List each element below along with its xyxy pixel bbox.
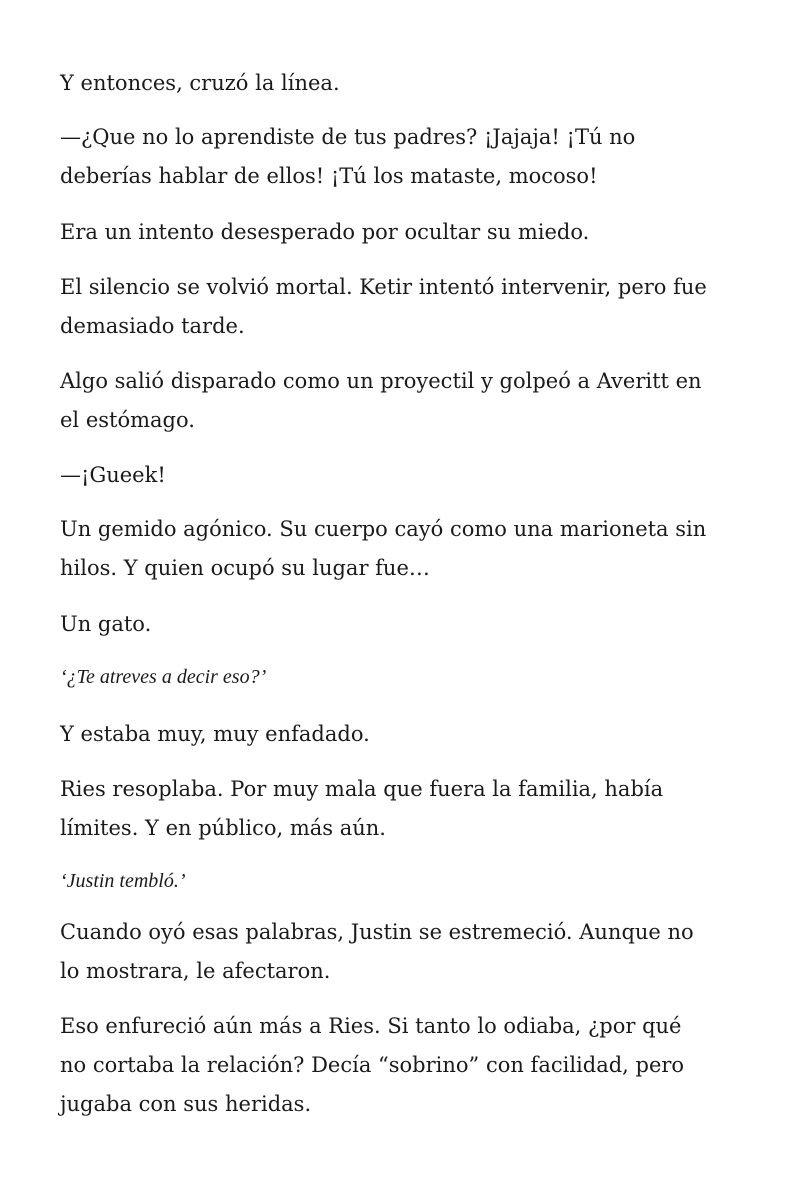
text-line: jugaba con sus heridas. [60,1092,312,1116]
paragraph [60,510,750,588]
text-line: el estómago. [60,408,195,432]
text-line: Eso enfureció aún más a Ries. Si tanto lo odiaba, ¿por qué [60,1014,682,1038]
paragraph [60,770,750,848]
paragraph [60,605,750,644]
paragraph [60,456,750,495]
paragraph [60,213,750,252]
text-line: Algo salió disparado como un proyectil y golpeó a Averitt en [60,369,702,393]
paragraph [60,362,750,440]
paragraph [60,268,750,346]
text-line: Un gemido agónico. Su cuerpo cayó como una marioneta sin [60,517,707,541]
text-line: deberías hablar de ellos! ¡Tú los mataste, mocoso! [60,164,598,188]
italic-thought: ‘¿Te atreves a decir eso?’ [60,666,267,688]
text-line: Y estaba muy, muy enfadado. [60,722,370,746]
paragraph [60,118,750,196]
text-line: Ries resoplaba. Por muy mala que fuera la familia, había [60,777,664,801]
paragraph [60,64,750,103]
paragraph [60,715,750,754]
text-line: hilos. Y quien ocupó su lugar fue… [60,556,430,580]
text-line: límites. Y en público, más aún. [60,816,386,840]
paragraph [60,1007,750,1124]
text-line: no cortaba la relación? Decía “sobrino” con facilidad, pero [60,1053,685,1077]
text-line: Era un intento desesperado por ocultar su miedo. [60,220,590,244]
text-line: lo mostrara, le afectaron. [60,959,331,983]
text-line: Cuando oyó esas palabras, Justin se estremeció. Aunque no [60,920,694,944]
paragraph [60,913,750,991]
text-line: —¡Gueek! [60,463,166,487]
text-line: Un gato. [60,612,152,636]
text-line: —¿Que no lo aprendiste de tus padres? ¡Jajaja! ¡Tú no [60,125,636,149]
italic-thought: ‘Justin tembló.’ [60,870,186,892]
text-line: demasiado tarde. [60,314,245,338]
text-line: El silencio se volvió mortal. Ketir intentó intervenir, pero fue [60,275,707,299]
text-line: Y entonces, cruzó la línea. [60,71,340,95]
